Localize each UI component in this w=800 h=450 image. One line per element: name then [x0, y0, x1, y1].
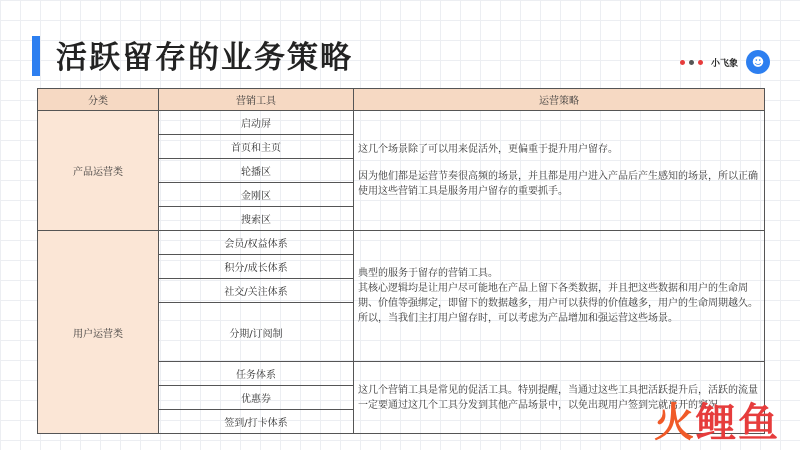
tool-cell: 金刚区	[159, 183, 354, 207]
strategy-text: 这几个营销工具是常见的促活工具。特别提醒，当通过这些工具把活跃提升后，活跃的流量一定要通过这几个工具分发到其他产品场景中，以免出现用户签到完就离开的窘况。	[358, 384, 758, 411]
table-row	[38, 231, 765, 255]
header-tool: 营销工具	[159, 89, 354, 111]
tool-cell: 积分/成长体系	[159, 255, 354, 279]
tool-cell: 会员/权益体系	[159, 231, 354, 255]
strategy-text: 所以，当我们主打用户留存时，可以考虑为产品增加和强运营这些场景。	[358, 313, 678, 324]
strategy-cell	[354, 111, 765, 231]
strategy-text: 这几个场景除了可以用来促活外，更偏重于提升用户留存。	[358, 144, 618, 155]
tool-cell: 搜索区	[159, 207, 354, 231]
category-cell: 用户运营类	[38, 231, 159, 434]
page-title: 活跃留存的业务策略	[56, 40, 353, 76]
elephant-mascot-icon: ☻	[746, 50, 770, 74]
strategy-text: 其核心逻辑均是让用户尽可能地在产品上留下各类数据，并且把这些数据和用户的生命周期、价值等强绑定，即留下的数据越多，用户可以获得的价值越多，用户的生命周期越久。	[358, 283, 758, 309]
title-accent-bar	[32, 36, 40, 76]
tool-cell: 轮播区	[159, 159, 354, 183]
strategy-table	[37, 88, 765, 434]
tool-cell: 社交/关注体系	[159, 279, 354, 303]
strategy-cell	[354, 231, 765, 362]
category-cell: 产品运营类	[38, 111, 159, 231]
tool-cell: 首页和主页	[159, 135, 354, 159]
brand-logo	[680, 50, 770, 74]
brand-name: 小飞象	[710, 58, 738, 69]
header-strategy: 运营策略	[354, 89, 765, 111]
strategy-spacer	[358, 157, 760, 169]
brand-dot-1	[680, 60, 685, 65]
brand-dot-2	[689, 60, 694, 65]
strategy-text: 典型的服务于留存的营销工具。	[358, 268, 498, 279]
table-header-row	[38, 89, 765, 111]
header-category: 分类	[38, 89, 159, 111]
watermark-part-1: 火	[654, 400, 696, 446]
tool-cell: 优惠券	[159, 386, 354, 410]
tool-cell: 启动屏	[159, 111, 354, 135]
tool-cell: 任务体系	[159, 362, 354, 386]
watermark-logo	[654, 391, 780, 448]
brand-dot-3	[698, 60, 703, 65]
tool-cell: 分期/订阅制	[159, 303, 354, 362]
strategy-text: 因为他们都是运营节奏很高频的场景，并且都是用户进入产品后产生感知的场景，所以正确使用这些营销工具是服务用户留存的重要抓手。	[358, 171, 758, 197]
table-row	[38, 111, 765, 135]
tool-cell: 签到/打卡体系	[159, 410, 354, 434]
watermark-part-2: 鲤鱼	[696, 400, 780, 446]
